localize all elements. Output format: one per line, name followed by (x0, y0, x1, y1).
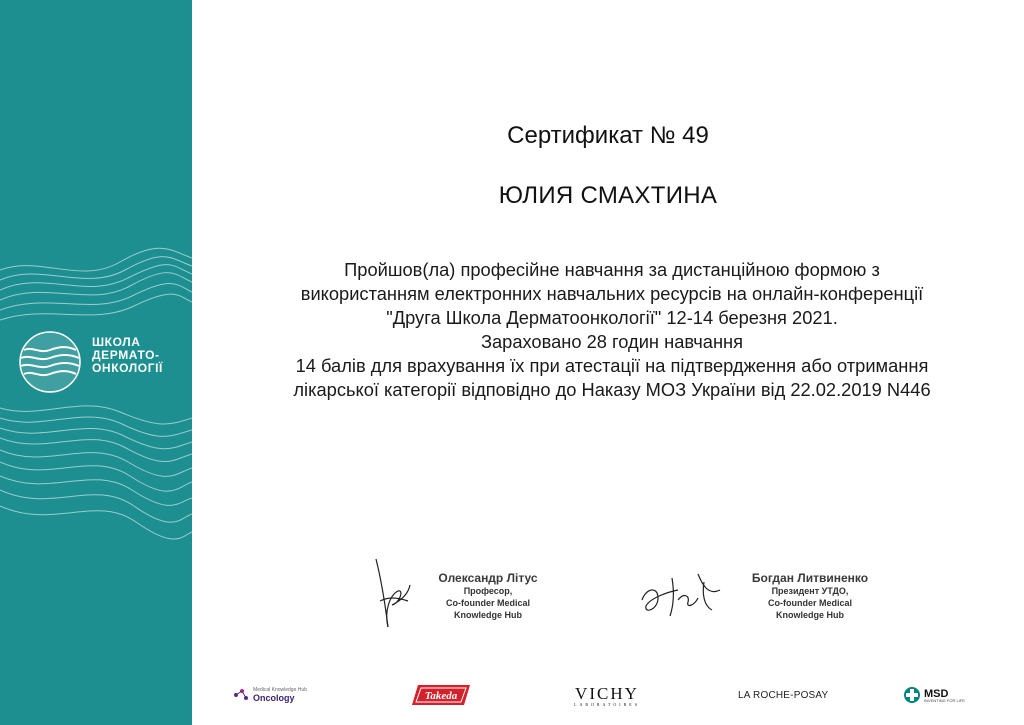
signatory-role: Co-founder Medical (767, 598, 852, 608)
sponsor-msd (903, 680, 965, 710)
certificate-title: Сертификат № 49 (507, 122, 709, 149)
body-line: 14 балів для врахування їх при атестації на підтвердження або отримання (295, 355, 929, 376)
vichy-sub-label: LABORATOIRES (574, 702, 640, 707)
signature-litus-icon (370, 555, 414, 631)
body-line: Зараховано 28 годин навчання (480, 331, 744, 352)
signatory-litus (420, 571, 556, 621)
sponsor-oncology (232, 680, 307, 710)
laroche-label: LA ROCHE-POSAY (738, 689, 829, 701)
body-line: лікарської категорії відповідно до Наказу МОЗ України від 22.02.2019 N446 (293, 379, 931, 400)
signatory-role: Co-founder Medical (445, 598, 530, 608)
msd-label: MSD (924, 687, 949, 700)
msd-sub-label: INVENTING FOR LIFE (924, 697, 965, 703)
oncology-logo-icon (232, 686, 250, 704)
logo-line-2: ДЕРМАТО- (92, 348, 160, 362)
certificate-body (212, 258, 1012, 402)
logo-text (92, 336, 163, 375)
oncology-label: Oncology (253, 693, 295, 703)
signatory-role: Професор, (463, 586, 513, 596)
decorative-sidebar (0, 0, 192, 725)
vichy-label: VICHY (575, 684, 639, 703)
logo-line-1: ШКОЛА (92, 335, 141, 349)
body-line: використанням електронних навчальних ресурсів на онлайн-конференції (300, 283, 924, 304)
oncology-small-label: Medical Knowledge Hub (253, 687, 307, 693)
recipient-name: ЮЛИЯ СМАХТИНА (498, 182, 718, 209)
sponsor-laroche-posay (738, 680, 828, 710)
signature-lytvynenko-icon (638, 570, 726, 620)
logo-line-3: ОНКОЛОГІЇ (92, 361, 163, 375)
sponsor-vichy (574, 684, 640, 714)
takeda-label: Takeda (424, 690, 458, 702)
sponsor-takeda (412, 680, 472, 710)
takeda-logo-icon (412, 683, 472, 707)
signatory-name: Богдан Литвиненко (751, 571, 869, 585)
signatory-role: Knowledge Hub (776, 610, 844, 620)
msd-logo-icon (903, 686, 921, 704)
body-line: "Друга Школа Дерматоонкології" 12-14 березня 2021. (386, 307, 838, 328)
signatory-role: Knowledge Hub (454, 610, 522, 620)
signatory-name: Олександр Літус (438, 571, 538, 585)
signatory-role: Президент УТДО, (771, 586, 849, 596)
signatory-lytvynenko (730, 571, 890, 621)
body-line: Пройшов(ла) професійне навчання за дистанційною формою з (344, 259, 880, 280)
